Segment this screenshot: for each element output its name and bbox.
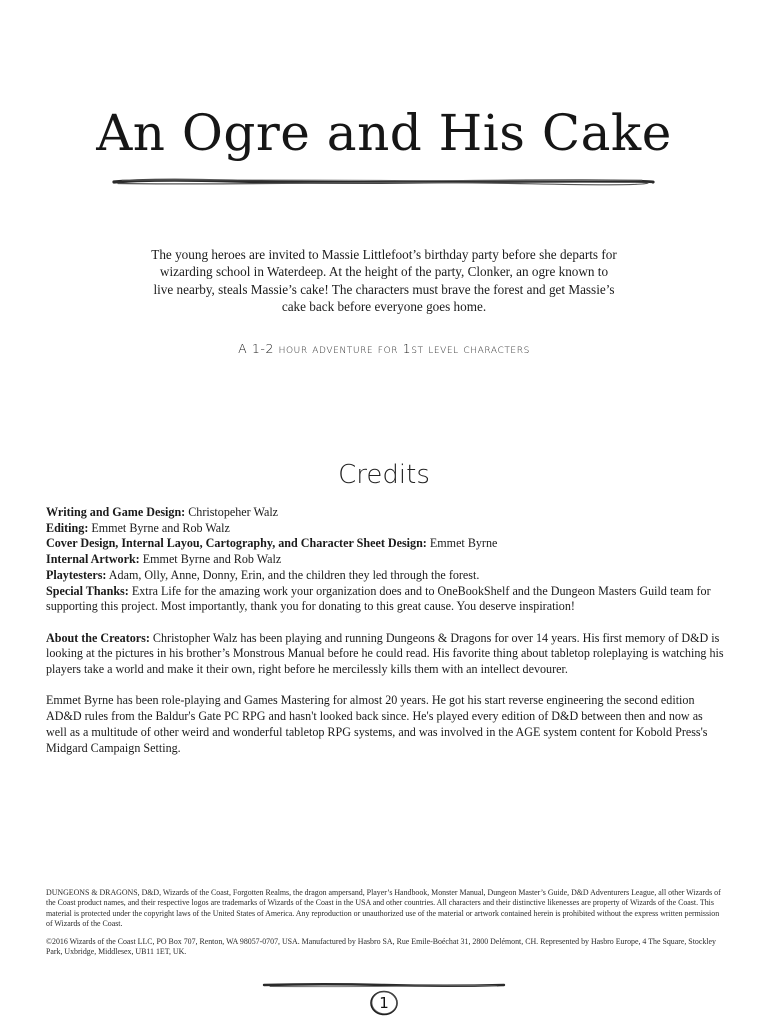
credit-line bbox=[46, 521, 726, 537]
credit-label: Special Thanks: bbox=[46, 583, 129, 598]
footer-divider bbox=[262, 981, 506, 989]
legal-notice bbox=[46, 888, 726, 964]
emmet-bio: Emmet Byrne has been role-playing and Games Mastering for almost 20 years. He got his start reverse engineering the second edition AD&D rules from the Baldur's Gate PC RPG and hasn't looked back since. He's played every edition of D&D between then and now as well as a multitude of other weird and wonderful tabletop RPG systems, and was involved in the AGE system content for Kobold Press's Midgard Campaign Setting. bbox=[46, 693, 708, 755]
credit-label: Editing: bbox=[46, 520, 89, 535]
credit-value: Emmet Byrne and Rob Walz bbox=[139, 552, 282, 567]
about-text: Christopher Walz has been playing and running Dungeons & Dragons for over 14 years. His first memory of D&D is looking at the pictures in his brother’s Monstrous Manual before he could read. His favorite thing about tabletop roleplaying is watching his players take a world and make it their own, right before he mercilessly kills them with an intellect devourer. bbox=[46, 630, 724, 677]
credit-line bbox=[46, 584, 726, 615]
credit-label: Internal Artwork: bbox=[46, 552, 140, 567]
adventure-summary: The young heroes are invited to Massie Littlefoot’s birthday party before she departs for wizarding school in Waterdeep. At the height of the party, Clonker, an ogre known to live nearby, steals Massie’s cake! The characters must brave the forest and get Massie’s cake back before everyone goes home. bbox=[151, 247, 617, 314]
credit-value: Emmet Byrne and Rob Walz bbox=[88, 520, 230, 535]
credit-line bbox=[46, 536, 726, 552]
about-creators bbox=[46, 631, 726, 678]
credit-line bbox=[46, 505, 726, 521]
trademark-notice: DUNGEONS & DRAGONS, D&D, Wizards of the Coast, Forgotten Realms, the dragon ampersand, Player’s Handbook, Monster Manual, Dungeon Master’s Guide, D&D Adventurers League, all other Wizards of the Coast product names, and their respective logos are trademarks of Wizards of the Coast in the USA and other countries. All characters and their distinctive likenesses are property of Wizards of the Coast. This material is protected under the copyright laws of the United States of America. Any reproduction or unauthorized use of the material or artwork contained herein is prohibited without the express written permission of Wizards of the Coast. bbox=[46, 888, 721, 929]
credit-value: Extra Life for the amazing work your organization does and to OneBookShelf and the Dungeon Masters Guild team for supporting this project. Most importantly, thank you for donating to this great cause. You deserve inspiration! bbox=[46, 583, 711, 614]
credit-label: Cover Design, Internal Layou, Cartography, and Character Sheet Design: bbox=[46, 536, 427, 551]
adventure-tagline: A 1-2 hour adventure for 1st level characters bbox=[238, 341, 530, 356]
credit-label: Writing and Game Design: bbox=[46, 505, 186, 519]
credits-heading: Credits bbox=[338, 460, 430, 490]
credit-value: Adam, Olly, Anne, Donny, Erin, and the children they led through the forest. bbox=[106, 567, 480, 582]
page-number: 1 bbox=[379, 994, 389, 1012]
page-title: An Ogre and His Cake bbox=[96, 104, 672, 162]
credit-line bbox=[46, 552, 726, 568]
credit-label: Playtesters: bbox=[46, 567, 107, 582]
title-divider bbox=[112, 177, 655, 187]
about-label: About the Creators: bbox=[46, 630, 150, 645]
copyright-notice: ©2016 Wizards of the Coast LLC, PO Box 707, Renton, WA 98057-0707, USA. Manufactured by Hasbro SA, Rue Emile-Boéchat 31, 2800 Delémont, CH. Represented by Hasbro Europe, 4 The Square, Stockley Park, Uxbridge, Middlesex, UB11 1ET, UK. bbox=[46, 936, 716, 957]
credit-line bbox=[46, 568, 726, 584]
credit-value: Emmet Byrne bbox=[426, 536, 498, 551]
credits-section bbox=[46, 505, 726, 756]
credit-value: Christopeher Walz bbox=[185, 505, 279, 519]
